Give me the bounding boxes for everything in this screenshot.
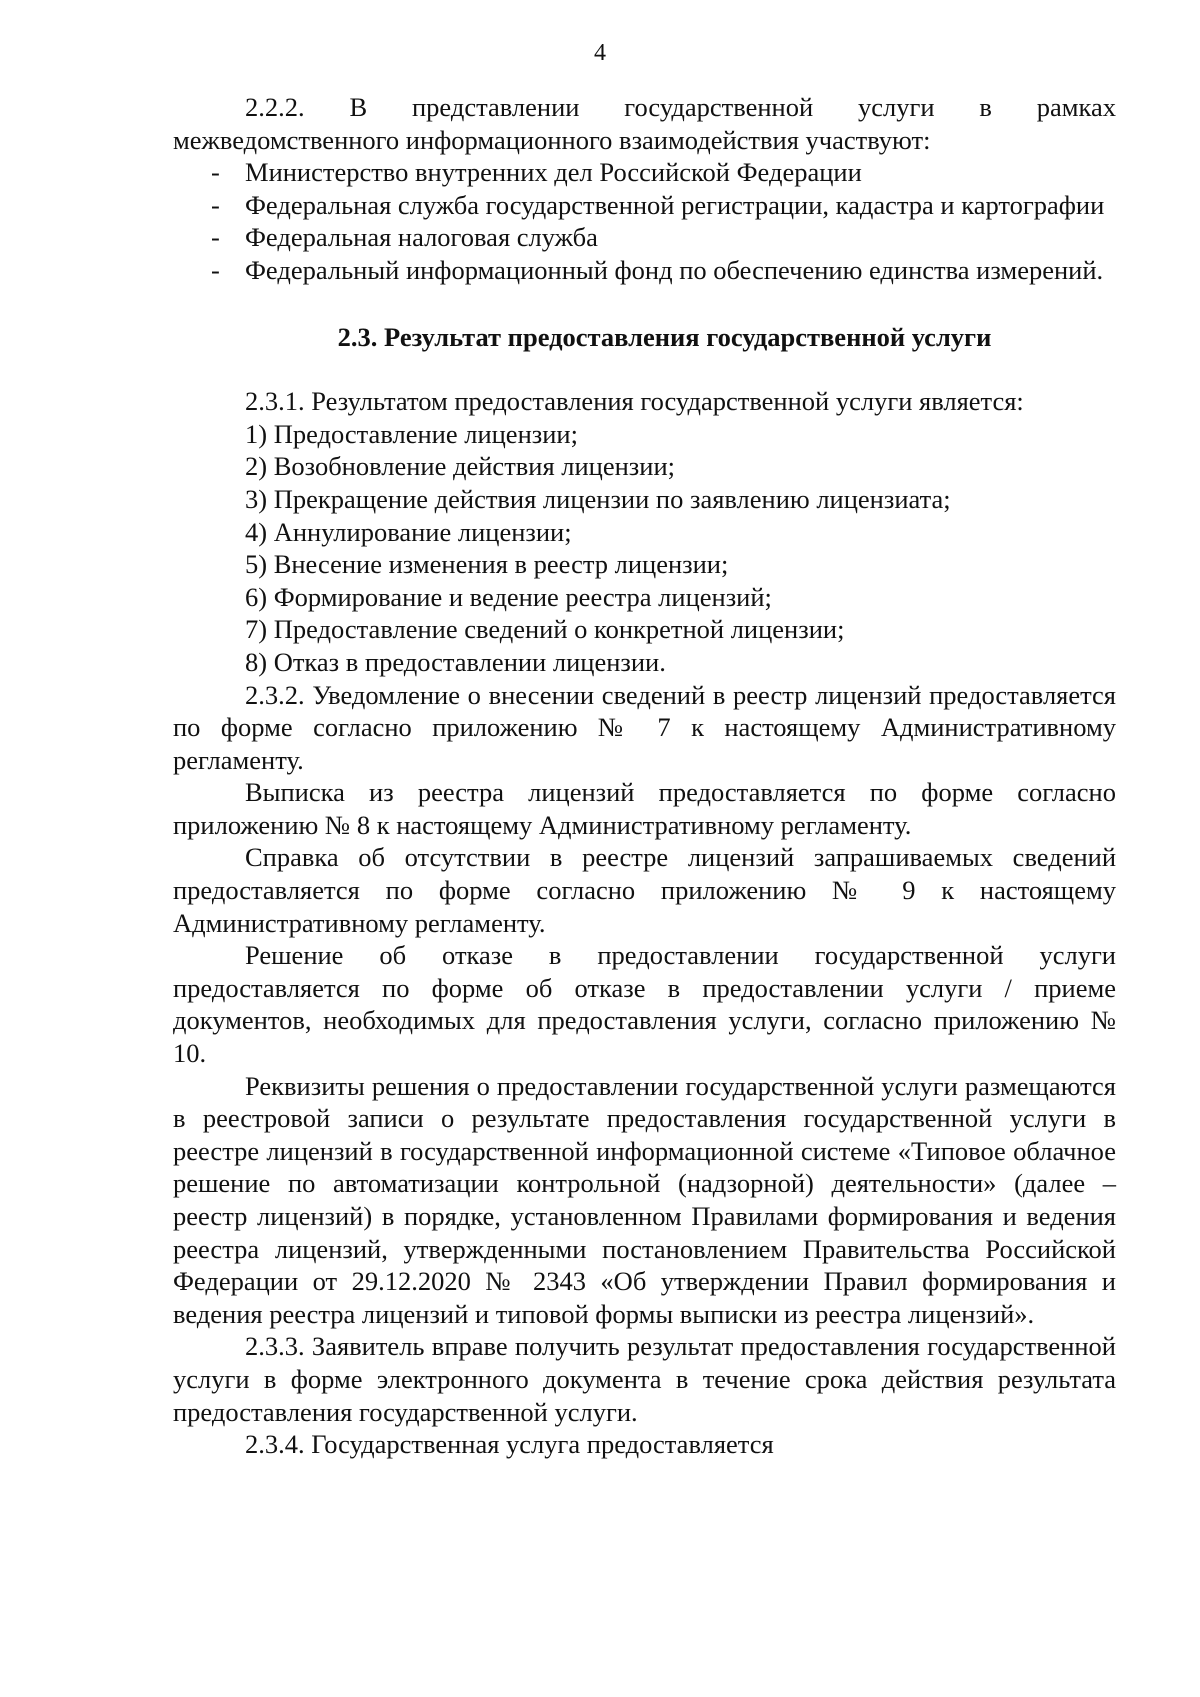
paragraph-2-3-2: 2.3.2. Уведомление о внесении сведений в реестр лицензий предоставляется по форме согласно приложению № 7 к настоящему Административному регламенту. [173, 679, 1116, 775]
paragraph-decision-details: Реквизиты решения о предоставлении государственной услуги размещаются в реестровой записи о результате предоставления государственной услуги в реестре лицензий в государственной информационной системе «Типовое облачное решение по автоматизации контрольной (надзорной) деятельности» (далее – реестр лицензий) в порядке, установленном Правилами формирования и ведения реестра лицензий, утвержденными постановлением Правительства Российской Федерации от 29.12.2020 № 2343 «Об утверждении Правил формирования и ведения реестра лицензий и типовой формы выписки из реестра лицензий». [173, 1070, 1116, 1329]
paragraph-2-2-2-intro: 2.2.2. В представлении государственной услуги в рамках межведомственного информационного взаимодействия участвуют: [173, 92, 1116, 155]
document-body [173, 91, 1116, 1461]
participants-list [173, 156, 1116, 286]
list-item-text: Министерство внутренних дел Российской Федерации [245, 157, 862, 188]
list-item-text: Федеральная служба государственной регистрации, кадастра и картографии [245, 189, 1105, 220]
dash-marker: - [211, 157, 220, 188]
paragraph-certificate: Справка об отсутствии в реестре лицензий запрашиваемых сведений предоставляется по форме согласно приложению № 9 к настоящему Административному регламенту. [173, 842, 1116, 938]
dash-marker: - [211, 222, 220, 253]
result-list-item: 2) Возобновление действия лицензии; [245, 451, 676, 482]
result-list-item: 5) Внесение изменения в реестр лицензии; [245, 549, 729, 580]
result-list-item: 3) Прекращение действия лицензии по заявлению лицензиата; [245, 483, 951, 514]
result-list-item: 8) Отказ в предоставлении лицензии. [245, 646, 666, 677]
result-list-item: 7) Предоставление сведений о конкретной лицензии; [245, 614, 845, 645]
paragraph-2-3-4: 2.3.4. Государственная услуга предоставляется [245, 1429, 774, 1460]
dash-marker: - [211, 189, 220, 220]
paragraph-2-3-3: 2.3.3. Заявитель вправе получить результат предоставления государственной услуги в форме электронного документа в течение срока действия результата предоставления государственной услуги. [173, 1331, 1116, 1427]
list-item [173, 221, 1116, 254]
result-list-item: 4) Аннулирование лицензии; [245, 516, 572, 547]
list-item [173, 254, 1116, 287]
list-item-text: Федеральный информационный фонд по обеспечению единства измерений. [245, 254, 1104, 285]
list-item-text: Федеральная налоговая служба [245, 222, 598, 253]
paragraph-refusal-decision: Решение об отказе в предоставлении государственной услуги предоставляется по форме об отказе в предоставлении услуги / приеме документов, необходимых для предоставления услуги, согласно приложению № 10. [173, 940, 1116, 1069]
paragraph-2-3-1-intro: 2.3.1. Результатом предоставления государственной услуги является: [245, 386, 1024, 417]
list-item [173, 156, 1116, 189]
result-list-item: 6) Формирование и ведение реестра лицензий; [245, 581, 772, 612]
list-item [173, 189, 1116, 222]
page-number: 4 [594, 40, 606, 66]
result-list-item: 1) Предоставление лицензии; [245, 418, 578, 449]
dash-marker: - [211, 254, 220, 285]
paragraph-extract: Выписка из реестра лицензий предоставляется по форме согласно приложению № 8 к настоящему Административному регламенту. [173, 777, 1116, 840]
section-heading-2-3: 2.3. Результат предоставления государственной услуги [337, 321, 992, 352]
